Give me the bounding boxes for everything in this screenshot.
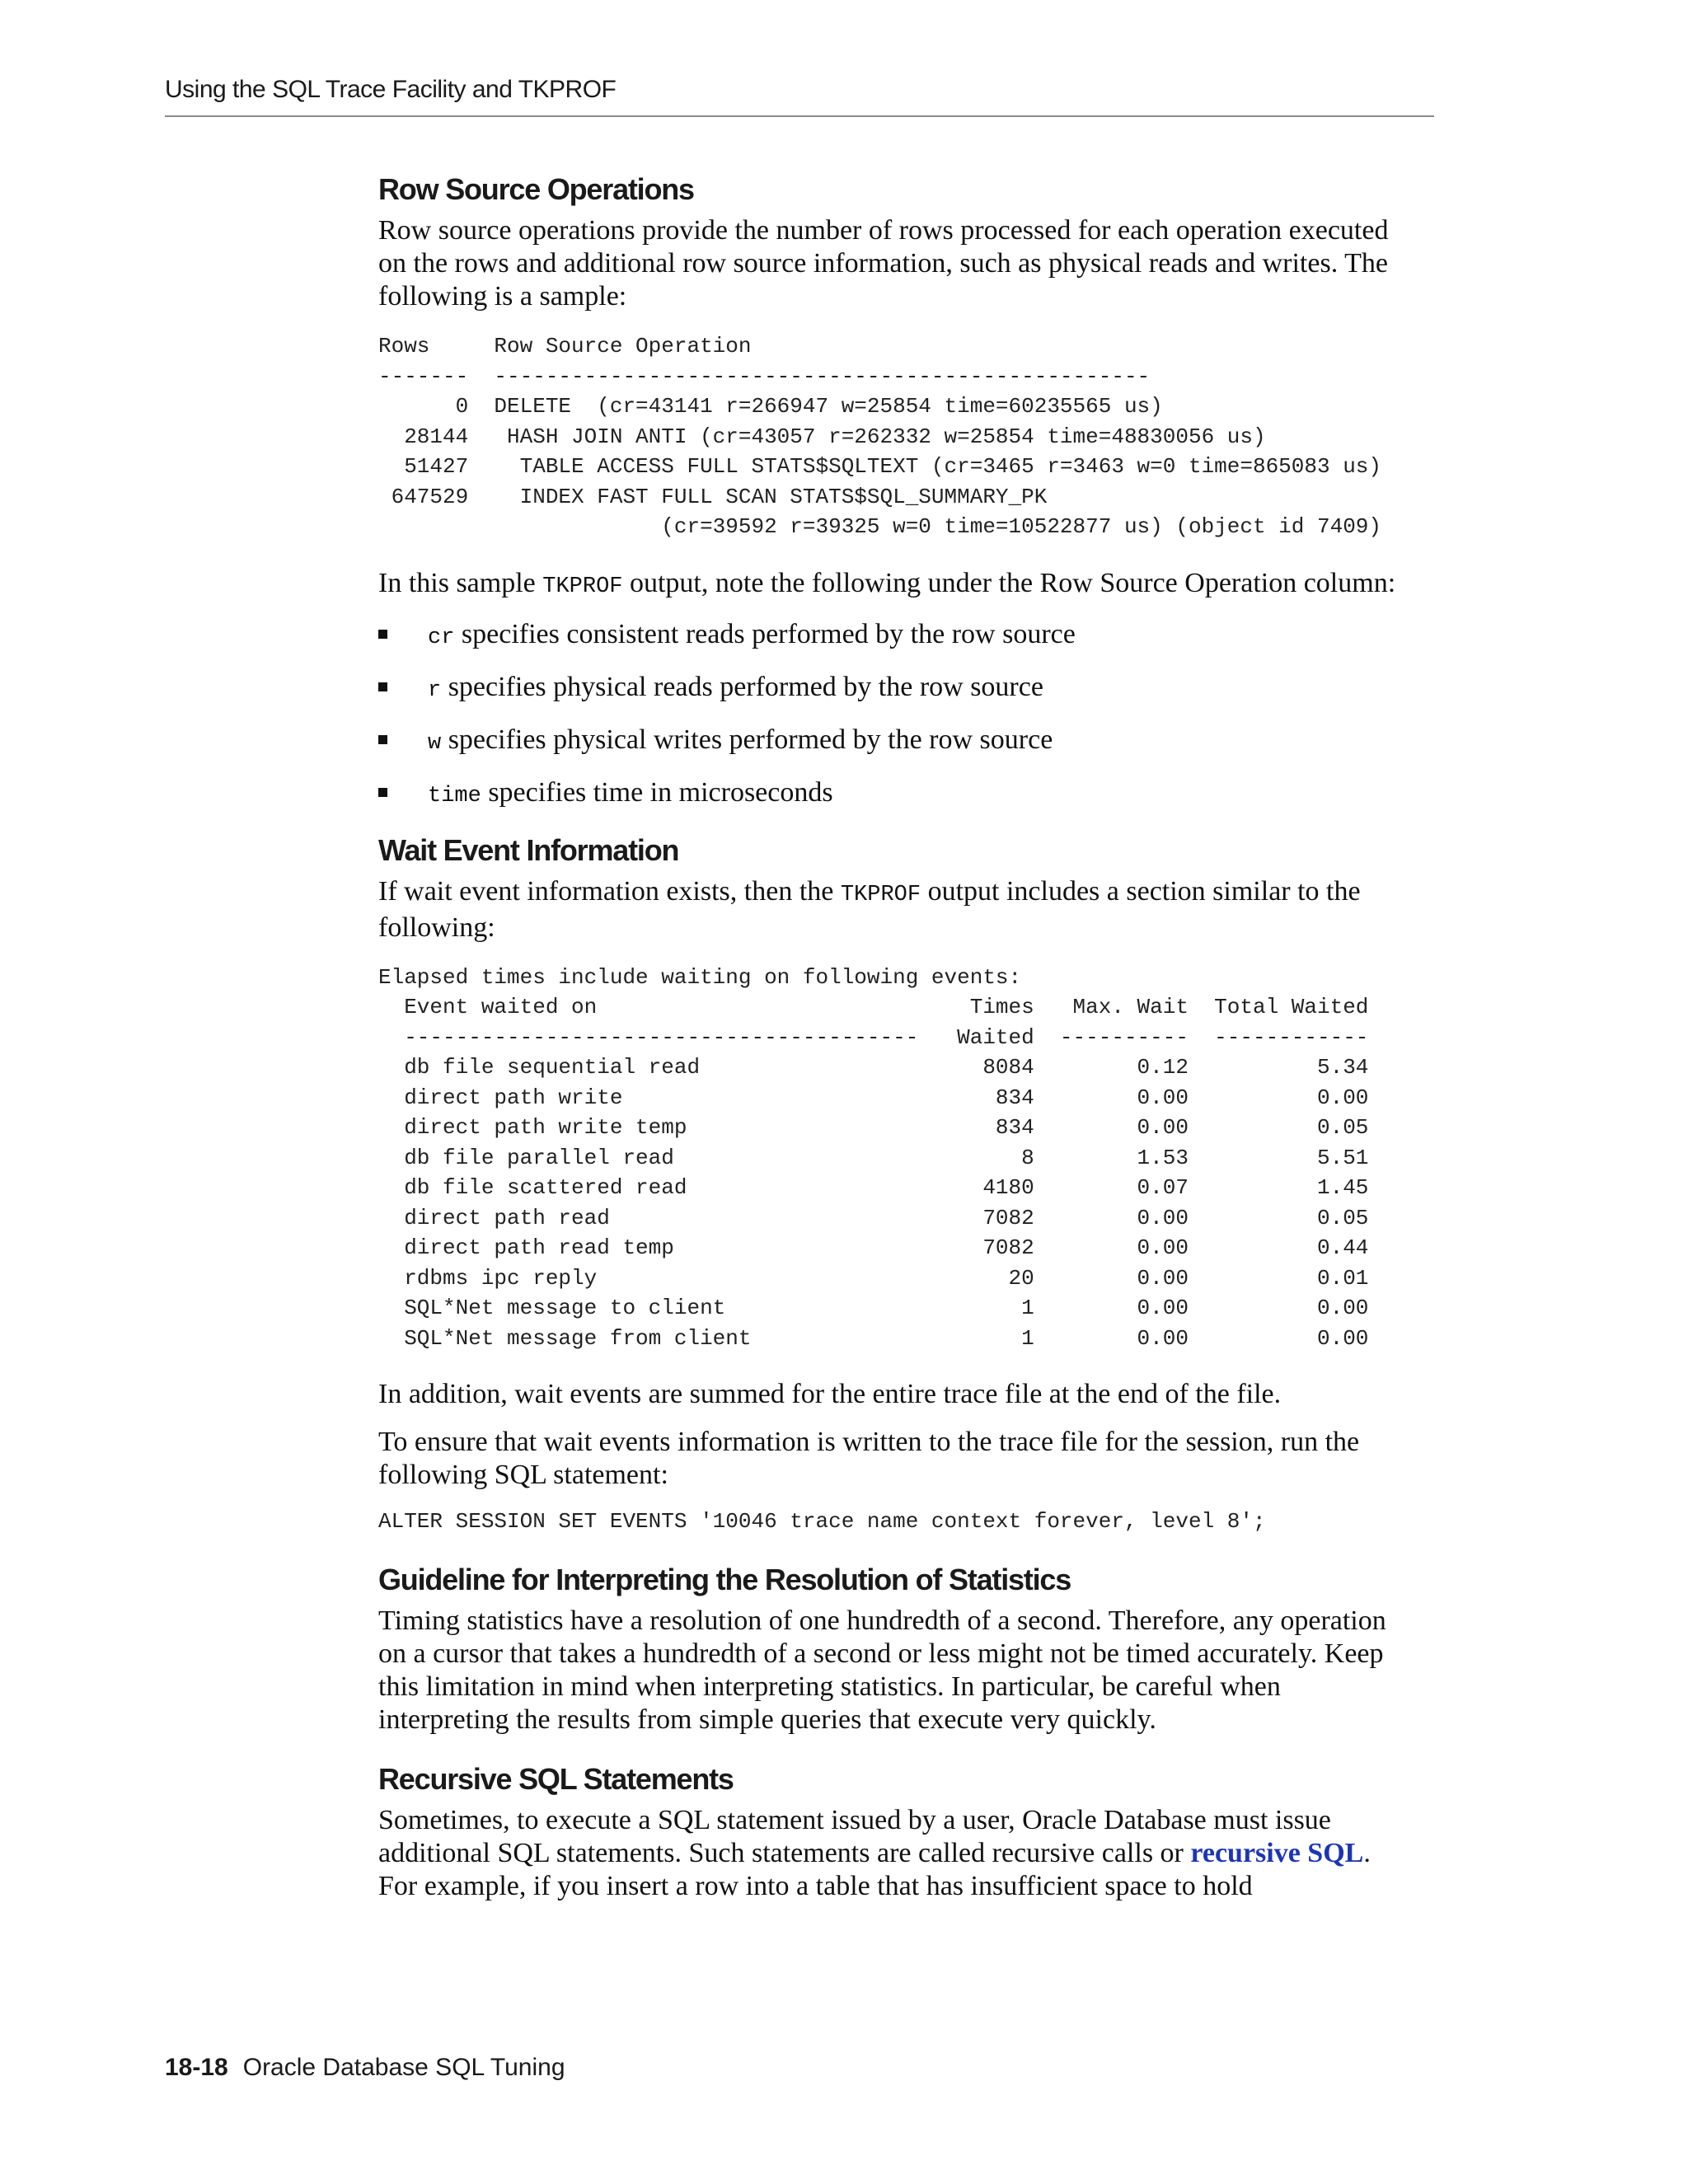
page-footer bbox=[165, 2054, 565, 2082]
guideline-para: Timing statistics have a resolution of one hundredth of a second. Therefore, any operation on a cursor that takes a hundredth of a second or less might not be timed accurately. Keep this limitation in mind when interpreting statistics. In particular, be careful when interpreting the results from simple queries that execute very quickly. bbox=[378, 1605, 1386, 1735]
bullet-text: specifies physical reads performed by the row source bbox=[441, 671, 1043, 702]
list-item bbox=[378, 776, 1450, 813]
wait-event-ensure: To ensure that wait events information is written to the trace file for the session, run the following SQL statement: bbox=[378, 1427, 1360, 1490]
wait-event-intro-code: TKPROF bbox=[840, 882, 921, 907]
row-source-code-sample: Rows Row Source Operation ------- --------------------------------------------------- 0 DELETE (cr=43141 r=266947 w=25854 time=60235565 us) 28144 HASH JOIN ANTI (cr=43057 r=262332 w=25854 time=48830056 us) 51427 TABLE ACCESS FULL STATS$SQLTEXT (cr=3465 r=3463 w=0 time=865083 us) 647529 INDEX FAST FULL SCAN STATS$SQL_SUMMARY_PK (cr=39592 r=39325 w=0 time=10522877 us) (object id 7409) bbox=[378, 334, 1381, 539]
recursive-para-post: . For example, if you insert a row into a table that has insufficient space to hold bbox=[378, 1837, 1371, 1901]
bullet-text: specifies consistent reads performed by the row source bbox=[454, 618, 1076, 649]
bullet-code: time bbox=[428, 783, 481, 808]
bullet-code: r bbox=[428, 677, 442, 703]
recursive-sql-link[interactable]: recursive SQL bbox=[1190, 1837, 1364, 1868]
page-number: 18-18 bbox=[165, 2054, 228, 2081]
book-title: Oracle Database SQL Tuning bbox=[242, 2054, 565, 2081]
list-item bbox=[378, 618, 1450, 654]
row-source-note-code: TKPROF bbox=[542, 574, 623, 599]
section-recursive-sql bbox=[378, 1761, 1450, 1903]
recursive-para-pre: Sometimes, to execute a SQL statement issued by a user, Oracle Database must issue additional SQL statements. Such statements are called recursive calls or bbox=[378, 1804, 1331, 1868]
bullet-text: specifies physical writes performed by the row source bbox=[441, 724, 1053, 755]
wait-event-intro bbox=[378, 875, 1404, 944]
wait-event-code-sample: Elapsed times include waiting on following events: Event waited on Times Max. Wait Total Waited ---------------------------------------- Waited ---------- ------------ db file sequential read 8084 0.12 5.34 direct path write 834 0.00 0.00 direct path write temp 834 0.00 0.05 db file parallel read 8 1.53 5.51 db file scattered read 4180 0.07 1.45 direct path read 7082 0.00 0.05 direct path read temp 7082 0.00 0.44 rdbms ipc reply 20 0.00 0.01 SQL*Net message to client 1 0.00 0.00 SQL*Net message from client 1 0.00 0.00 bbox=[378, 964, 1369, 1351]
heading-recursive-sql: Recursive SQL Statements bbox=[378, 1761, 734, 1796]
wait-event-intro-pre: If wait event information exists, then the bbox=[378, 875, 841, 907]
wait-event-summary: In addition, wait events are summed for the entire trace file at the end of the file. bbox=[378, 1379, 1282, 1409]
row-source-note bbox=[378, 567, 1404, 603]
heading-guideline: Guideline for Interpreting the Resolution of Statistics bbox=[378, 1562, 1071, 1596]
header-rule bbox=[165, 115, 1434, 117]
section-wait-event-information bbox=[378, 832, 1450, 1537]
section-guideline bbox=[378, 1562, 1450, 1736]
bullet-code: cr bbox=[428, 625, 455, 650]
bullet-text: specifies time in microseconds bbox=[481, 776, 833, 808]
bullet-icon bbox=[378, 735, 387, 744]
bullet-icon bbox=[378, 630, 387, 639]
row-source-intro: Row source operations provide the number of rows processed for each operation executed on the rows and additional row source information, such as physical reads and writes. The following is a sample: bbox=[378, 215, 1389, 312]
bullet-code: w bbox=[428, 730, 442, 756]
row-source-note-pre: In this sample bbox=[378, 567, 543, 598]
wait-event-intro-post: output includes a section similar to the following: bbox=[378, 875, 1361, 943]
page-content bbox=[378, 171, 1450, 1923]
bullet-icon bbox=[378, 682, 387, 691]
bullet-icon bbox=[378, 788, 387, 797]
recursive-para bbox=[378, 1804, 1404, 1903]
heading-row-source-operations: Row Source Operations bbox=[378, 172, 694, 206]
alter-session-sql: ALTER SESSION SET EVENTS '10046 trace name context forever, level 8'; bbox=[378, 1509, 1266, 1534]
row-source-bullet-list bbox=[378, 618, 1450, 813]
list-item bbox=[378, 671, 1450, 707]
section-row-source-operations bbox=[378, 171, 1450, 813]
row-source-note-post: output, note the following under the Row Source Operation column: bbox=[622, 567, 1396, 598]
list-item bbox=[378, 724, 1450, 760]
running-header: Using the SQL Trace Facility and TKPROF bbox=[165, 76, 617, 103]
heading-wait-event-information: Wait Event Information bbox=[378, 832, 679, 867]
